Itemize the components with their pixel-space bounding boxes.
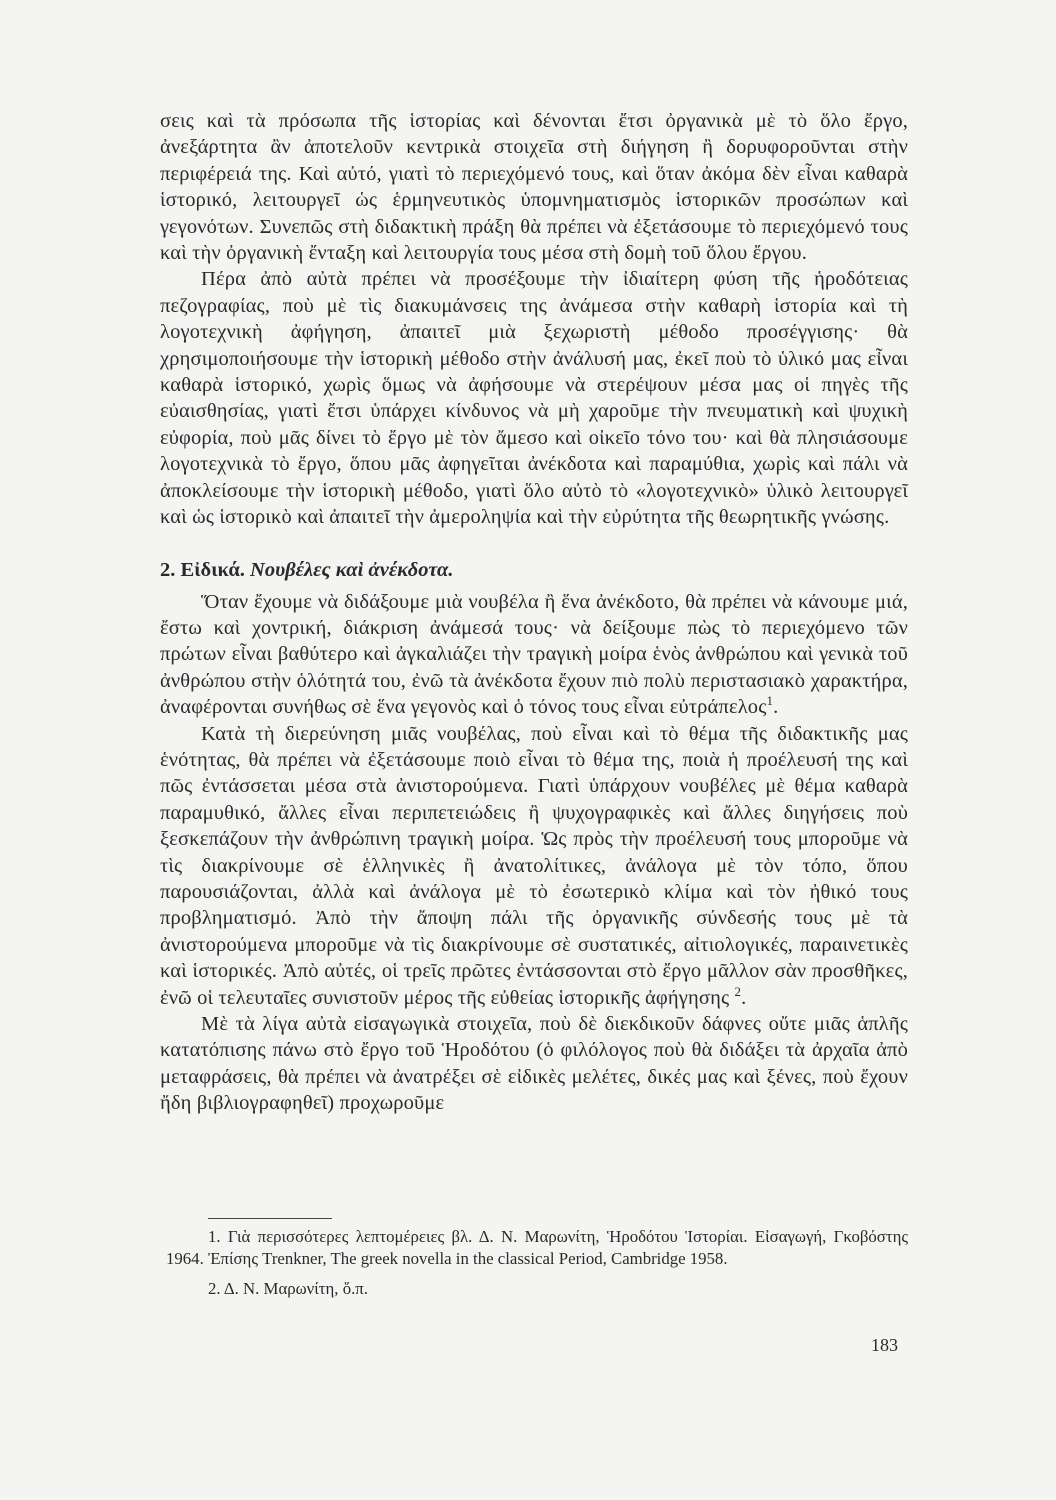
paragraph-introductory-elements: Μὲ τὰ λίγα αὐτὰ εἰσαγωγικὰ στοιχεῖα, ποὺ δὲ διεκδικοῦν δάφνες οὔτε μιᾶς ἁπλῆς κατατόπισης πάνω στὸ ἔργο τοῦ Ἡροδότου (ὁ φιλόλογος ποὺ θὰ διδάξει τὰ ἀρχαῖα ἀπὸ μεταφράσεις, θὰ πρέπει νὰ ἀνατρέξει σὲ εἰδικὲς μελέτες, δικές μας καὶ ξένες, ποὺ ἔχουν ἤδη βιβλιογραφηθεῖ) προχωροῦμε <box>160 1013 908 1115</box>
section-number: 2. Εἰδικά. <box>160 558 245 581</box>
paragraph-novellas-anecdotes: Ὅταν ἔχουμε νὰ διδάξουμε μιὰ νουβέλα ἢ ἕνα ἀνέκδοτο, θὰ πρέπει νὰ κάνουμε μιά, ἔστω καὶ χοντρική, διάκριση ἀνάμεσά τους· νὰ δείξουμε πὼς τὸ περιεχόμενο τῶν πρώτων εἶναι βαθύτερο καὶ ἀγκαλιάζει τὴν τραγικὴ μοίρα ἑνὸς ἀνθρώπου καὶ γενικὰ τοῦ ἀνθρώπου στὴν ὁλότητά του, ἐνῶ τὰ ἀνέκδοτα ἔχουν πιὸ πολὺ περιστασιακὸ χαρακτήρα, ἀναφέρονται συνήθως σὲ ἕνα γεγονὸς καὶ ὁ τόνος τους εἶναι εὐτράπελος$^1$. <box>160 590 908 719</box>
footnote-1: 1. Γιὰ περισσότερες λεπτομέρειες βλ. Δ. Ν. Μαρωνίτη, Ἡροδότου Ἱστορίαι. Εἰσαγωγή, Γκοβόστης 1964. Ἐπίσης Trenkner, The greek novella in the classical Period, Cambridge 1958. <box>166 1227 908 1268</box>
footnote-marker: 2 <box>734 983 742 999</box>
paragraph-text: Ὅταν ἔχουμε νὰ διδάξουμε μιὰ νουβέλα ἢ ἕνα ἀνέκδοτο, θὰ πρέπει νὰ κάνουμε μιά, ἔστω καὶ χοντρική, διάκριση ἀνάμεσά τους· νὰ δείξουμε πὼς τὸ περιεχόμενο τῶν πρώτων εἶναι βαθύτερο καὶ ἀγκαλιάζει τὴν τραγικὴ μοίρα ἑνὸς ἀνθρώπου καὶ γενικὰ τοῦ ἀνθρώπου στὴν ὁλότητά του, ἐνῶ τὰ ἀνέκδοτα ἔχουν πιὸ πολὺ περιστασιακὸ χαρακτήρα, ἀναφέρονται συνήθως σὲ ἕνα γεγονὸς καὶ ὁ τόνος τους εἶναι εὐτράπελος <box>160 590 908 719</box>
section-heading <box>160 557 908 583</box>
section-title: Νουβέλες καὶ ἀνέκδοτα. <box>250 558 454 581</box>
paragraph-continuation: σεις καὶ τὰ πρόσωπα τῆς ἱστορίας καὶ δένονται ἔτσι ὀργανικὰ μὲ τὸ ὅλο ἔργο, ἀνεξάρτητα ἂν ἀποτελοῦν κεντρικὰ στοιχεῖα στὴ διήγηση ἢ δορυφοροῦνται στὴν περιφέρειά της. Καὶ αὐτό, γιατὶ τὸ περιεχόμενό τους, καὶ ὅταν ἀκόμα δὲν εἶναι καθαρὰ ἱστορικό, λειτουργεῖ ὡς ἑρμηνευτικὸς ὑπομνηματισμὸς ἱστορικῶν προσώπων καὶ γεγονότων. Συνεπῶς στὴ διδακτικὴ πράξη θὰ πρέπει νὰ ἐξετάσουμε τὸ περιεχόμενό τους καὶ τὴν ὀργανικὴ ἔνταξη καὶ λειτουργία τους μέσα στὴ δομὴ τοῦ ὅλου ἔργου. <box>160 110 908 265</box>
paragraph-novella-analysis: Κατὰ τὴ διερεύνηση μιᾶς νουβέλας, ποὺ εἶναι καὶ τὸ θέμα τῆς διδακτικῆς μας ἑνότητας, θὰ πρέπει νὰ ἐξετάσουμε ποιὸ εἶναι τὸ θέμα της, ποιὰ ἡ προέλευσή της καὶ πῶς ἐντάσσεται μέσα στὰ ἀνιστορούμενα. Γιατὶ ὑπάρχουν νουβέλες μὲ θέμα καθαρὰ παραμυθικό, ἄλλες εἶναι περιπετειώδεις ἢ ψυχογραφικὲς καὶ ἄλλες διηγήσεις ποὺ ξεσκεπάζουν τὴν ἀνθρώπινη τραγικὴ μοίρα. Ὡς πρὸς τὴν προέλευσή τους μποροῦμε νὰ τὶς διακρίνουμε σὲ ἑλληνικὲς ἢ ἀνατολίτικες, ἀνάλογα μὲ τὸν τόπο, ὅπου παρουσιάζονται, ἀλλὰ καὶ ἀνάλογα μὲ τὸ ἐσωτερικὸ κλίμα καὶ τὸν ἠθικό τους προβληματισμό. Ἀπὸ τὴν ἄποψη πάλι τῆς ὀργανικῆς σύνδεσής τους μὲ τὰ ἀνιστορούμενα μποροῦμε νὰ τὶς διακρίνουμε σὲ συστατικές, αἰτιολογικές, παραινετικὲς καὶ ἱστορικές. Ἀπὸ αὐτές, οἱ τρεῖς πρῶτες ἐντάσσονται στὸ ἔργο μᾶλλον σὰν προσθῆκες, ἐνῶ οἱ τελευταῖες συνιστοῦν μέρος τῆς εὐθείας ἱστορικῆς ἀφήγησης $^2$. <box>160 722 908 1009</box>
paragraph-herodotean-prose: Πέρα ἀπὸ αὐτὰ πρέπει νὰ προσέξουμε τὴν ἰδιαίτερη φύση τῆς ἡροδότειας πεζογραφίας, ποὺ μὲ τὶς διακυμάνσεις της ἀνάμεσα στὴν καθαρὴ ἱστορία καὶ τὴ λογοτεχνικὴ ἀφήγηση, ἀπαιτεῖ μιὰ ξεχωριστὴ μέθοδο προσέγγισης· θὰ χρησιμοποιήσουμε τὴν ἱστορικὴ μέθοδο στὴν ἀνάλυσή μας, ἐκεῖ ποὺ τὸ ὑλικό μας εἶναι καθαρὰ ἱστορικό, χωρὶς ὅμως νὰ ἀφήσουμε νὰ στερέψουν μέσα μας οἱ πηγὲς τῆς εὐαισθησίας, γιατὶ ἔτσι ὑπάρχει κίνδυνος νὰ μὴ χαροῦμε τὴν πνευματικὴ καὶ ψυχικὴ εὐφορία, ποὺ μᾶς δίνει τὸ ἔργο μὲ τὸν ἄμεσο καὶ οἰκεῖο τόνο του· καὶ θὰ πλησιάσουμε λογοτεχνικὰ τὸ ἔργο, ὅπου μᾶς ἀφηγεῖται ἀνέκδοτα καὶ παραμύθια, χωρὶς καὶ πάλι νὰ ἀποκλείσουμε τὴν ἱστορικὴ μέθοδο, γιατὶ ὅλο αὐτὸ τὸ «λογοτεχνικὸ» ὑλικὸ λειτουργεῖ καὶ ὡς ἱστορικὸ καὶ ἀπαιτεῖ τὴν ἀμεροληψία καὶ τὴν εὐρύτητα τῆς θεωρητικῆς γνώσης. <box>160 268 908 529</box>
footnotes <box>166 1226 908 1300</box>
page-body <box>160 108 908 1117</box>
page-number: 183 <box>871 1335 898 1355</box>
footnote-marker: 1 <box>766 693 774 709</box>
footnote-divider <box>208 1218 332 1219</box>
footnote-2: 2. Δ. Ν. Μαρωνίτη, ὅ.π. <box>208 1279 368 1298</box>
paragraph-text: Κατὰ τὴ διερεύνηση μιᾶς νουβέλας, ποὺ εἶναι καὶ τὸ θέμα τῆς διδακτικῆς μας ἑνότητας, θὰ πρέπει νὰ ἐξετάσουμε ποιὸ εἶναι τὸ θέμα της, ποιὰ ἡ προέλευσή της καὶ πῶς ἐντάσσεται μέσα στὰ ἀνιστορούμενα. Γιατὶ ὑπάρχουν νουβέλες μὲ θέμα καθαρὰ παραμυθικό, ἄλλες εἶναι περιπετειώδεις ἢ ψυχογραφικὲς καὶ ἄλλες διηγήσεις ποὺ ξεσκεπάζουν τὴν ἀνθρώπινη τραγικὴ μοίρα. Ὡς πρὸς τὴν προέλευσή τους μποροῦμε νὰ τὶς διακρίνουμε σὲ ἑλληνικὲς ἢ ἀνατολίτικες, ἀνάλογα μὲ τὸν τόπο, ὅπου παρουσιάζονται, ἀλλὰ καὶ ἀνάλογα μὲ τὸ ἐσωτερικὸ κλίμα καὶ τὸν ἠθικό τους προβληματισμό. Ἀπὸ τὴν ἄποψη πάλι τῆς ὀργανικῆς σύνδεσής τους μὲ τὰ ἀνιστορούμενα μποροῦμε νὰ τὶς διακρίνουμε σὲ συστατικές, αἰτιολογικές, παραινετικὲς καὶ ἱστορικές. Ἀπὸ αὐτές, οἱ τρεῖς πρῶτες ἐντάσσονται στὸ ἔργο μᾶλλον σὰν προσθῆκες, ἐνῶ οἱ τελευταῖες συνιστοῦν μέρος τῆς εὐθείας ἱστορικῆς ἀφήγησης <box>160 722 908 1009</box>
